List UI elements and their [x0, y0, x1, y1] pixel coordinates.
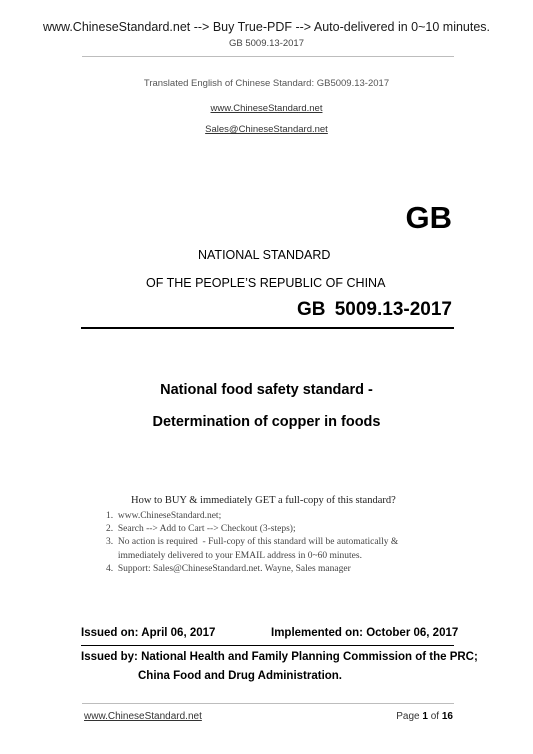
- header-standard-code: GB 5009.13-2017: [228, 38, 304, 49]
- standard-number: GB 5009.13-2017: [296, 299, 452, 320]
- page-of: of: [430, 711, 440, 722]
- purchase-step: 1. www.ChineseStandard.net;: [106, 511, 222, 521]
- email-link-row: [0, 119, 533, 137]
- purchase-step: immediately delivered to your EMAIL address in 0~60 minutes.: [106, 550, 362, 561]
- page-label: Page: [396, 711, 420, 722]
- issued-by: Issued by: National Health and Family Planning Commission of the PRC;: [81, 651, 478, 663]
- footer-divider: [82, 703, 454, 704]
- purchase-step: 2. Search --> Add to Cart --> Checkout (3-steps);: [106, 524, 296, 535]
- page-number: [396, 711, 453, 722]
- second-issuer: China Food and Drug Administration.: [138, 670, 343, 682]
- document-title-line-2: Determination of copper in foods: [152, 414, 381, 430]
- document-title-line-1: National food safety standard -: [160, 382, 373, 398]
- implemented-on-date: Implemented on: October 06, 2017: [271, 627, 459, 639]
- header-divider: [82, 56, 454, 57]
- purchase-step: 4. Support: Sales@ChineseStandard.net. Wayne, Sales manager: [106, 563, 351, 574]
- gb-logo: GB: [405, 200, 452, 235]
- title-divider: [81, 327, 454, 329]
- current-page: 1: [422, 711, 428, 722]
- footer-site-link[interactable]: www.ChineseStandard.net: [84, 711, 202, 722]
- purchase-steps: [106, 510, 398, 576]
- site-link-row: [0, 98, 533, 116]
- purchase-step: 3. No action is required - Full-copy of this standard will be automatically &: [106, 537, 399, 548]
- issue-divider: [81, 645, 454, 646]
- top-banner: www.ChineseStandard.net --> Buy True-PDF --> Auto-delivered in 0~10 minutes.: [42, 20, 491, 34]
- issued-on-date: Issued on: April 06, 2017: [81, 627, 216, 639]
- national-standard-heading: NATIONAL STANDARD: [198, 248, 331, 262]
- email-link[interactable]: Sales@ChineseStandard.net: [205, 124, 328, 135]
- prc-heading: OF THE PEOPLE’S REPUBLIC OF CHINA: [146, 276, 386, 290]
- translation-note: Translated English of Chinese Standard: GB5009.13-2017: [143, 78, 390, 89]
- purchase-heading: How to BUY & immediately GET a full-copy of this standard?: [131, 495, 396, 506]
- site-link[interactable]: www.ChineseStandard.net: [210, 103, 323, 114]
- total-pages: 16: [441, 711, 453, 722]
